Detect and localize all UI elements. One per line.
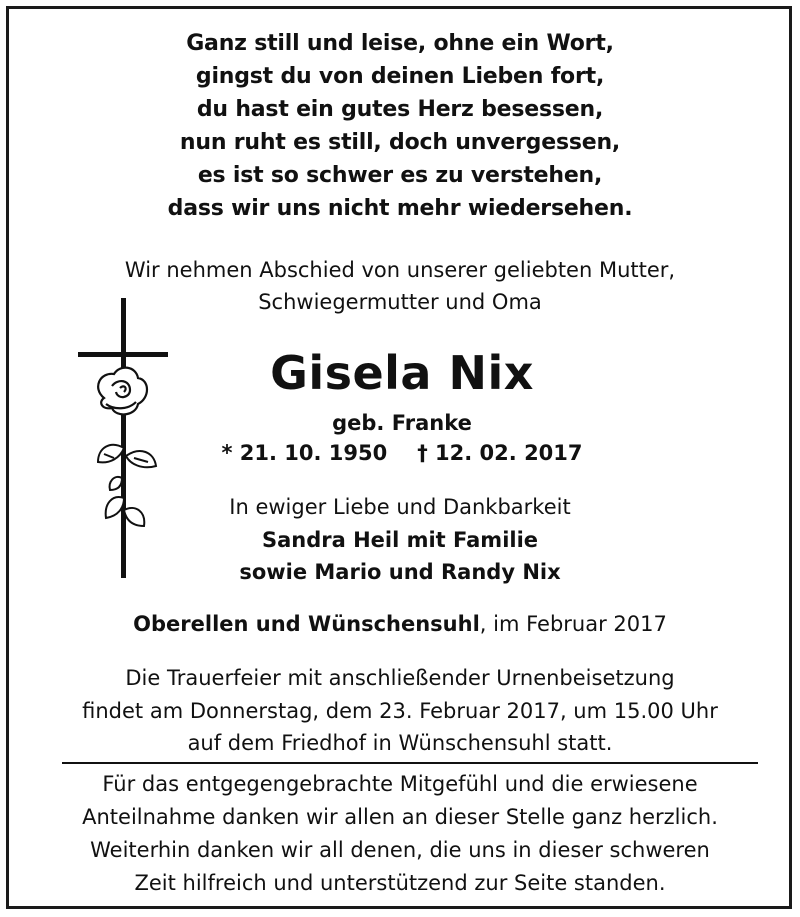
place-date <box>0 612 800 636</box>
poem-line: du hast ein gutes Herz besessen, <box>196 97 604 122</box>
thanks-line: Zeit hilfreich und unterstützend zur Seite standen. <box>134 871 666 895</box>
death-date: † 12. 02. 2017 <box>417 441 583 465</box>
deceased-name: Gisela Nix <box>270 346 534 400</box>
poem-line: es ist so schwer es zu verstehen, <box>197 163 603 188</box>
thanks-line: Weiterhin danken wir all denen, die uns in dieser schweren <box>90 838 710 862</box>
poem-line: nun ruht es still, doch unvergessen, <box>179 130 621 155</box>
thanks-line: Anteilnahme danken wir allen an dieser Stelle ganz herzlich. <box>82 805 718 829</box>
service-line: Die Trauerfeier mit anschließender Urnenbeisetzung <box>125 666 675 690</box>
intro-line: Wir nehmen Abschied von unserer geliebten Mutter, <box>124 258 676 282</box>
birth-name: geb. Franke <box>332 411 472 435</box>
thanks-line: Für das entgegengebrachte Mitgefühl und die erwiesene <box>102 772 698 796</box>
service-line: findet am Donnerstag, dem 23. Februar 2017, um 15.00 Uhr <box>82 699 718 723</box>
poem-line: dass wir uns nicht mehr wiedersehen. <box>167 196 633 221</box>
birth-date: * 21. 10. 1950 <box>221 441 388 465</box>
poem-line: Ganz still und leise, ohne ein Wort, <box>186 31 614 56</box>
divider <box>62 762 758 764</box>
notice-date: , im Februar 2017 <box>479 612 667 636</box>
life-dates <box>2 441 800 465</box>
intro-line: Schwiegermutter und Oma <box>258 290 542 314</box>
mourners-intro: In ewiger Liebe und Dankbarkeit <box>229 495 571 519</box>
mourner-line: Sandra Heil mit Familie <box>261 528 539 552</box>
mourner-line: sowie Mario und Randy Nix <box>239 560 561 584</box>
place-towns: Oberellen und Wünschensuhl <box>133 612 480 636</box>
service-line: auf dem Friedhof in Wünschensuhl statt. <box>187 731 613 755</box>
poem-line: gingst du von deinen Lieben fort, <box>195 64 605 89</box>
